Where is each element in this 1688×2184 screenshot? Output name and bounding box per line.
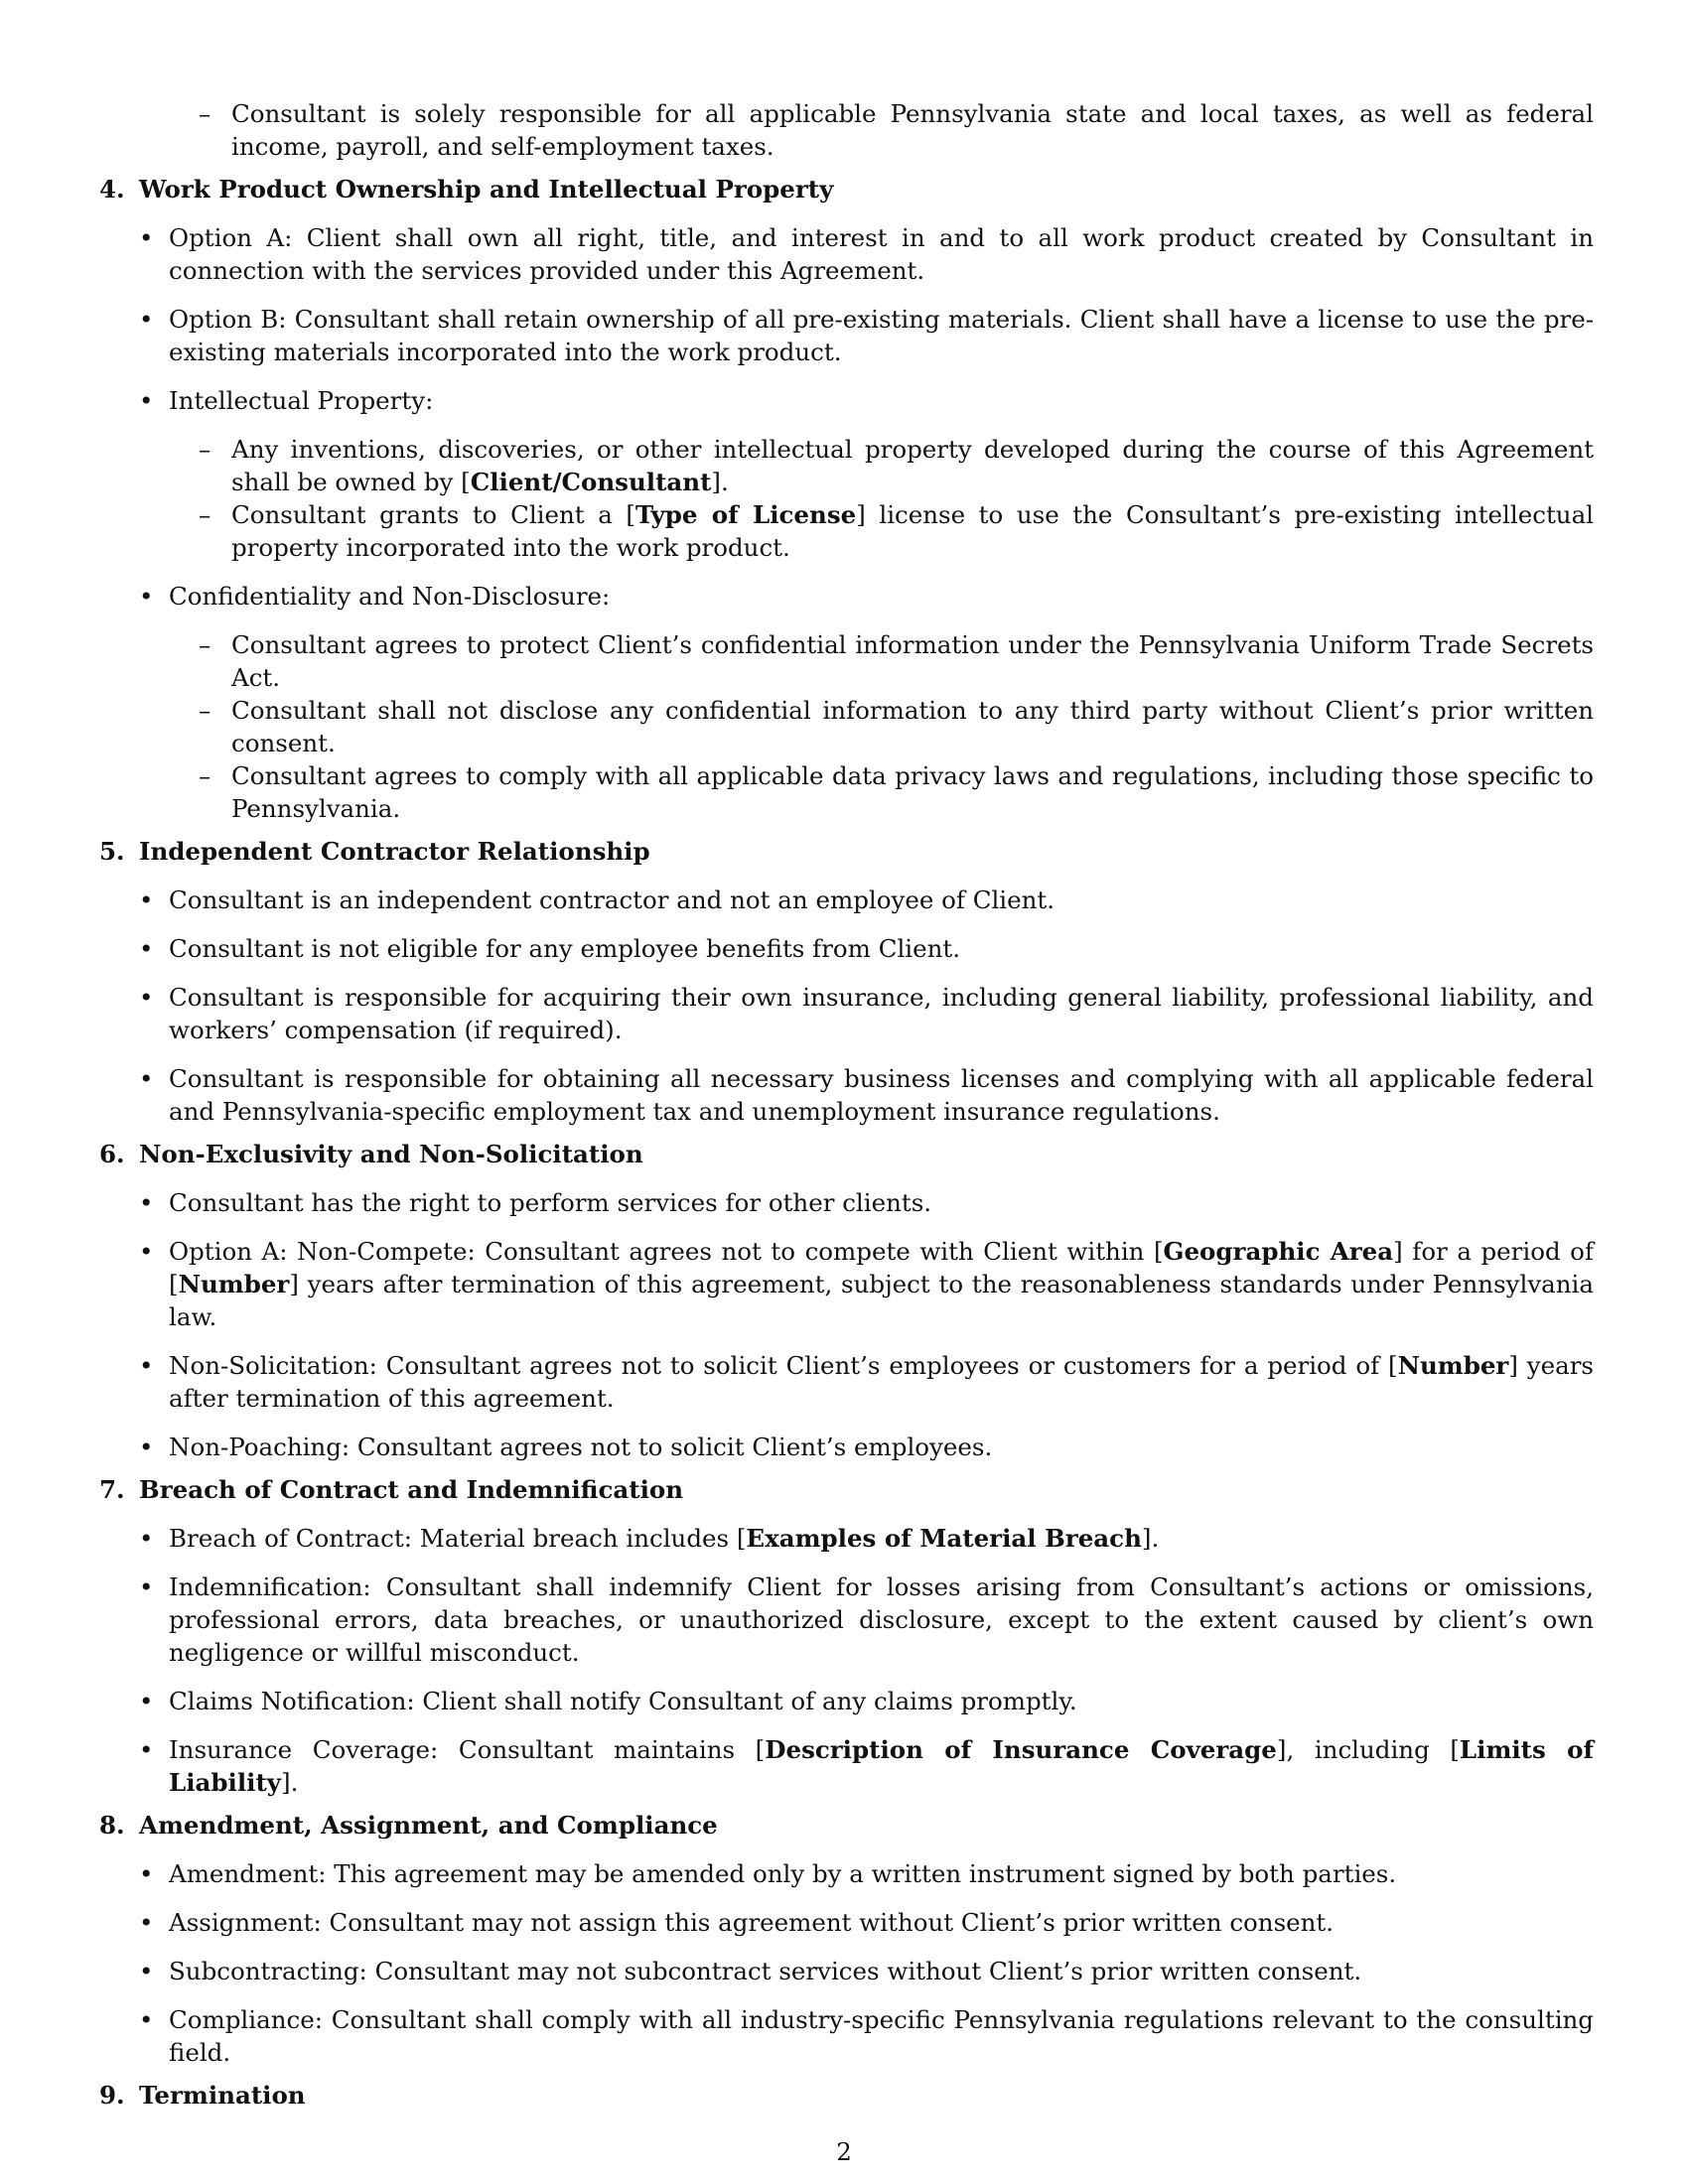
bullet-paragraph [169, 1349, 1594, 1415]
bullet-marker: • [139, 934, 154, 963]
section [99, 1473, 1594, 1799]
bullet-list [99, 221, 1594, 825]
text-run: Option B: Consultant shall retain ownership of all pre-existing materials. Client shall have a license to use the pre-existing materials incorporated into the work product. [169, 305, 1594, 366]
bullet-marker: • [139, 1351, 154, 1380]
bullet-item [139, 303, 1594, 368]
sub-item [199, 433, 1594, 498]
bullet-marker: • [139, 1957, 154, 1985]
text-run: ] license to use the Consultant’s pre-existing intellectual property incorporated into the work product. [231, 500, 1595, 562]
bullet-text [169, 580, 1594, 825]
dash-marker: – [199, 435, 211, 464]
bullet-paragraph [169, 1062, 1594, 1128]
sub-item-text [231, 759, 1594, 825]
section-title: Independent Contractor Relationship [139, 837, 650, 866]
sub-list [169, 628, 1594, 825]
text-run: Non-Solicitation: Consultant agrees not to solicit Client’s employees or customers for a period of [ [169, 1351, 1398, 1380]
bullet-text [169, 1522, 1594, 1555]
section-heading [99, 2079, 1594, 2112]
bullet-item [139, 1522, 1594, 1555]
text-run: Consultant is an independent contractor and not an employee of Client. [169, 886, 1055, 914]
bullet-paragraph [169, 981, 1594, 1046]
bullet-marker: • [139, 1687, 154, 1715]
bullet-text [169, 1235, 1594, 1333]
placeholder-field: Examples of Material Breach [746, 1524, 1142, 1553]
dash-marker: – [199, 500, 211, 529]
bullet-paragraph [169, 1522, 1594, 1555]
text-run: Consultant is not eligible for any employee benefits from Client. [169, 934, 961, 963]
bullet-marker: • [139, 1188, 154, 1217]
section-title: Work Product Ownership and Intellectual Property [139, 175, 834, 204]
bullet-list [99, 1522, 1594, 1799]
bullet-text [169, 932, 1594, 965]
bullet-marker: • [139, 582, 154, 611]
section [99, 1138, 1594, 1463]
bullet-item [139, 1685, 1594, 1717]
bullet-item [139, 221, 1594, 287]
section-heading [99, 1138, 1594, 1170]
bullet-marker: • [139, 386, 154, 415]
sub-item [199, 694, 1594, 759]
text-run: Non-Poaching: Consultant agrees not to solicit Client’s employees. [169, 1433, 993, 1461]
bullet-paragraph [169, 1955, 1594, 1987]
bullet-marker: • [139, 223, 154, 252]
bullet-text [169, 981, 1594, 1046]
dash-marker: – [199, 630, 211, 659]
bullet-item [139, 1431, 1594, 1463]
text-run: ] years after termination of this agreement, subject to the reasonableness standards under Pennsylvania law. [169, 1270, 1594, 1331]
text-run: ] years after termination of this agreement. [169, 1351, 1594, 1413]
text-run: Consultant agrees to comply with all applicable data privacy laws and regulations, including those specific to Pennsylvania. [231, 761, 1594, 823]
sub-item [199, 628, 1594, 694]
text-run: ]. [281, 1768, 299, 1797]
text-run: Consultant grants to Client a [ [231, 500, 635, 529]
bullet-item [139, 1857, 1594, 1890]
bullet-paragraph [169, 221, 1594, 287]
bullet-marker: • [139, 1237, 154, 1266]
section-heading [99, 173, 1594, 205]
bullet-paragraph [169, 1733, 1594, 1799]
text-run: ], including [ [1276, 1735, 1460, 1764]
text-run: Claims Notification: Client shall notify Consultant of any claims promptly. [169, 1687, 1077, 1715]
bullet-text [169, 1431, 1594, 1463]
sections-container [99, 173, 1594, 2112]
section-number: 7. [99, 1475, 125, 1504]
placeholder-field: Number [178, 1270, 290, 1298]
placeholder-field: Client/Consultant [470, 468, 712, 496]
bullet-marker: • [139, 1572, 154, 1601]
bullet-paragraph [169, 884, 1594, 916]
bullet-marker: • [139, 1908, 154, 1937]
document-page [99, 97, 1594, 2112]
bullet-text [169, 1349, 1594, 1415]
bullet-item [139, 1349, 1594, 1415]
bullet-paragraph [169, 1570, 1594, 1669]
bullet-paragraph [169, 2003, 1594, 2069]
bullet-paragraph [169, 1431, 1594, 1463]
bullet-marker: • [139, 1859, 154, 1888]
bullet-text [169, 1685, 1594, 1717]
sub-item-text: Consultant is solely responsible for all applicable Pennsylvania state and local taxes, as well as federal income, payroll, and self-employment taxes. [231, 99, 1594, 161]
bullet-item [139, 932, 1594, 965]
bullet-paragraph [169, 932, 1594, 965]
bullet-paragraph [169, 1685, 1594, 1717]
sub-item [199, 759, 1594, 825]
text-run: Breach of Contract: Material breach includes [ [169, 1524, 747, 1553]
text-run: Compliance: Consultant shall comply with all industry-specific Pennsylvania regulations relevant to the consulting field. [169, 2005, 1594, 2067]
sub-item [199, 97, 1594, 163]
text-run: Confidentiality and Non-Disclosure: [169, 582, 611, 611]
dash-marker: – [199, 761, 211, 790]
text-run: Consultant shall not disclose any confidential information to any third party without Client’s prior written consent. [231, 696, 1594, 757]
section-title: Breach of Contract and Indemnification [139, 1475, 684, 1504]
text-run: ]. [1141, 1524, 1160, 1553]
bullet-text [169, 1906, 1594, 1939]
bullet-item [139, 384, 1594, 564]
bullet-paragraph [169, 1906, 1594, 1939]
bullet-item [139, 1733, 1594, 1799]
placeholder-field: Description of Insurance Coverage [765, 1735, 1277, 1764]
section-number: 8. [99, 1811, 125, 1840]
placeholder-field: Geographic Area [1163, 1237, 1394, 1266]
section-number: 5. [99, 837, 125, 866]
placeholder-field: Type of License [634, 500, 857, 529]
bullet-item [139, 1955, 1594, 1987]
section [99, 173, 1594, 825]
bullet-paragraph [169, 303, 1594, 368]
text-run: Intellectual Property: [169, 386, 434, 415]
sub-item-text [231, 498, 1594, 564]
text-run: Consultant agrees to protect Client’s confidential information under the Pennsylvania Uniform Trade Secrets Act. [231, 630, 1594, 692]
section [99, 2079, 1594, 2112]
page-number: 2 [836, 2137, 852, 2166]
text-run: ] for a period of [ [169, 1237, 1595, 1298]
bullet-paragraph [169, 1857, 1594, 1890]
bullet-item [139, 981, 1594, 1046]
text-run: Consultant is responsible for obtaining all necessary business licenses and complying with all applicable federal and Pennsylvania-specific employment tax and unemployment insurance regulations. [169, 1064, 1594, 1126]
text-run: Insurance Coverage: Consultant maintains [ [169, 1735, 766, 1764]
bullet-marker: • [139, 2005, 154, 2034]
bullet-text [169, 1062, 1594, 1128]
bullet-item [139, 1906, 1594, 1939]
bullet-text [169, 1955, 1594, 1987]
placeholder-field: Number [1397, 1351, 1509, 1380]
text-run: Consultant has the right to perform services for other clients. [169, 1188, 932, 1217]
section-number: 9. [99, 2081, 125, 2110]
bullet-list [99, 884, 1594, 1128]
bullet-text [169, 1857, 1594, 1890]
dash-marker: – [199, 696, 211, 725]
bullet-text [169, 303, 1594, 368]
bullet-text [169, 884, 1594, 916]
text-run: Consultant is responsible for acquiring their own insurance, including general liability, professional liability, and workers’ compensation (if required). [169, 983, 1594, 1044]
text-run: Subcontracting: Consultant may not subcontract services without Client’s prior written consent. [169, 1957, 1362, 1985]
bullet-item [139, 1570, 1594, 1669]
bullet-text [169, 384, 1594, 564]
sub-item [199, 498, 1594, 564]
bullet-list [99, 1857, 1594, 2069]
bullet-text [169, 221, 1594, 287]
bullet-text [169, 1186, 1594, 1219]
bullet-text [169, 1733, 1594, 1799]
section-heading [99, 1473, 1594, 1506]
bullet-paragraph [169, 384, 1594, 417]
text-run: Assignment: Consultant may not assign this agreement without Client’s prior written consent. [169, 1908, 1335, 1937]
bullet-paragraph [169, 580, 1594, 613]
text-run: Any inventions, discoveries, or other intellectual property developed during the course of this Agreement shall be owned by [ [231, 435, 1594, 496]
bullet-text [169, 2003, 1594, 2069]
section-heading [99, 1809, 1594, 1842]
bullet-item [139, 2003, 1594, 2069]
section-title: Non-Exclusivity and Non-Solicitation [139, 1140, 643, 1168]
section-title: Amendment, Assignment, and Compliance [139, 1811, 718, 1840]
sub-list [169, 433, 1594, 564]
section-number: 4. [99, 175, 125, 204]
section-title: Termination [139, 2081, 306, 2110]
bullet-marker: • [139, 1433, 154, 1461]
text-run: ]. [711, 468, 729, 496]
bullet-marker: • [139, 1735, 154, 1764]
bullet-paragraph [169, 1235, 1594, 1333]
section-heading [99, 835, 1594, 868]
sub-item-text [231, 628, 1594, 694]
bullet-text [169, 1570, 1594, 1669]
text-run: Option A: Client shall own all right, title, and interest in and to all work product created by Consultant in connection with the services provided under this Agreement. [169, 223, 1594, 285]
bullet-marker: • [139, 886, 154, 914]
section [99, 835, 1594, 1128]
section-number: 6. [99, 1140, 125, 1168]
bullet-marker: • [139, 305, 154, 334]
bullet-item [139, 580, 1594, 825]
bullet-list [99, 1186, 1594, 1463]
bullet-marker: • [139, 1064, 154, 1093]
text-run: Indemnification: Consultant shall indemnify Client for losses arising from Consultant’s actions or omissions, professional errors, data breaches, or unauthorized disclosure, except to the extent caused by client’s own negligence or willful misconduct. [169, 1572, 1594, 1667]
bullet-item [139, 1062, 1594, 1128]
section [99, 1809, 1594, 2069]
text-run: Amendment: This agreement may be amended only by a written instrument signed by both parties. [169, 1859, 1397, 1888]
bullet-marker: • [139, 1524, 154, 1553]
sub-item-text [231, 694, 1594, 759]
lead-sublist [99, 97, 1594, 163]
bullet-item [139, 1186, 1594, 1219]
sub-item-text [231, 433, 1594, 498]
bullet-paragraph [169, 1186, 1594, 1219]
bullet-item [139, 1235, 1594, 1333]
dash-marker: – [199, 99, 211, 128]
bullet-item [139, 884, 1594, 916]
bullet-marker: • [139, 983, 154, 1012]
placeholder-field: Limits of Liability [169, 1735, 1594, 1797]
text-run: Option A: Non-Compete: Consultant agrees not to compete with Client within [ [169, 1237, 1164, 1266]
